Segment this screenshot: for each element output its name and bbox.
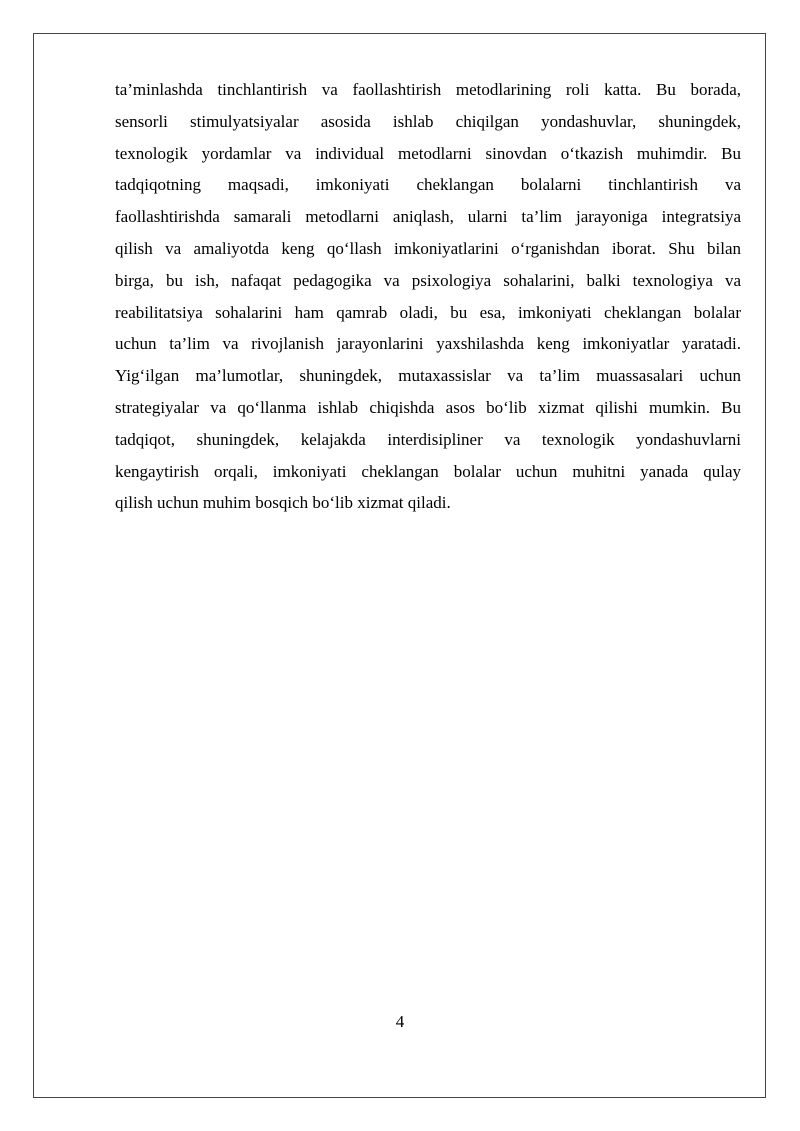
paragraph-line: strategiyalar va qoʻllanma ishlab chiqishda asos boʻlib xizmat qilishi mumkin. Bu	[115, 397, 741, 417]
paragraph-line: reabilitatsiya sohalarini ham qamrab oladi, bu esa, imkoniyati cheklangan bolalar	[115, 302, 741, 322]
paragraph-line: birga, bu ish, nafaqat pedagogika va psixologiya sohalarini, balki texnologiya va	[115, 270, 741, 290]
paragraph-line: kengaytirish orqali, imkoniyati cheklangan bolalar uchun muhitni yanada qulay	[115, 461, 741, 481]
paragraph-line: uchun ta’lim va rivojlanish jarayonlarini yaxshilashda keng imkoniyatlar yaratadi.	[115, 334, 741, 354]
paragraph-line: qilish uchun muhim bosqich boʻlib xizmat qiladi.	[115, 493, 451, 513]
paragraph-line: ta’minlashda tinchlantirish va faollashtirish metodlarining roli katta. Bu borada,	[115, 80, 741, 99]
paragraph-line: qilish va amaliyotda keng qoʻllash imkoniyatlarini oʻrganishdan iborat. Shu bilan	[115, 238, 741, 258]
paragraph-line: tadqiqotning maqsadi, imkoniyati cheklangan bolalarni tinchlantirish va	[115, 175, 741, 195]
paragraph-line: sensorli stimulyatsiyalar asosida ishlab chiqilgan yondashuvlar, shuningdek,	[115, 111, 741, 131]
paragraph-line: tadqiqot, shuningdek, kelajakda interdisipliner va texnologik yondashuvlarni	[115, 429, 741, 449]
page-number: 4	[395, 1012, 405, 1031]
paragraph-line: faollashtirishda samarali metodlarni aniqlash, ularni ta’lim jarayoniga integratsiya	[115, 207, 741, 227]
paragraph-line: texnologik yordamlar va individual metodlarni sinovdan oʻtkazish muhimdir. Bu	[115, 143, 741, 163]
body-paragraph	[115, 74, 741, 519]
paragraph-line: Yigʻilgan ma’lumotlar, shuningdek, mutaxassislar va ta’lim muassasalari uchun	[115, 366, 741, 386]
